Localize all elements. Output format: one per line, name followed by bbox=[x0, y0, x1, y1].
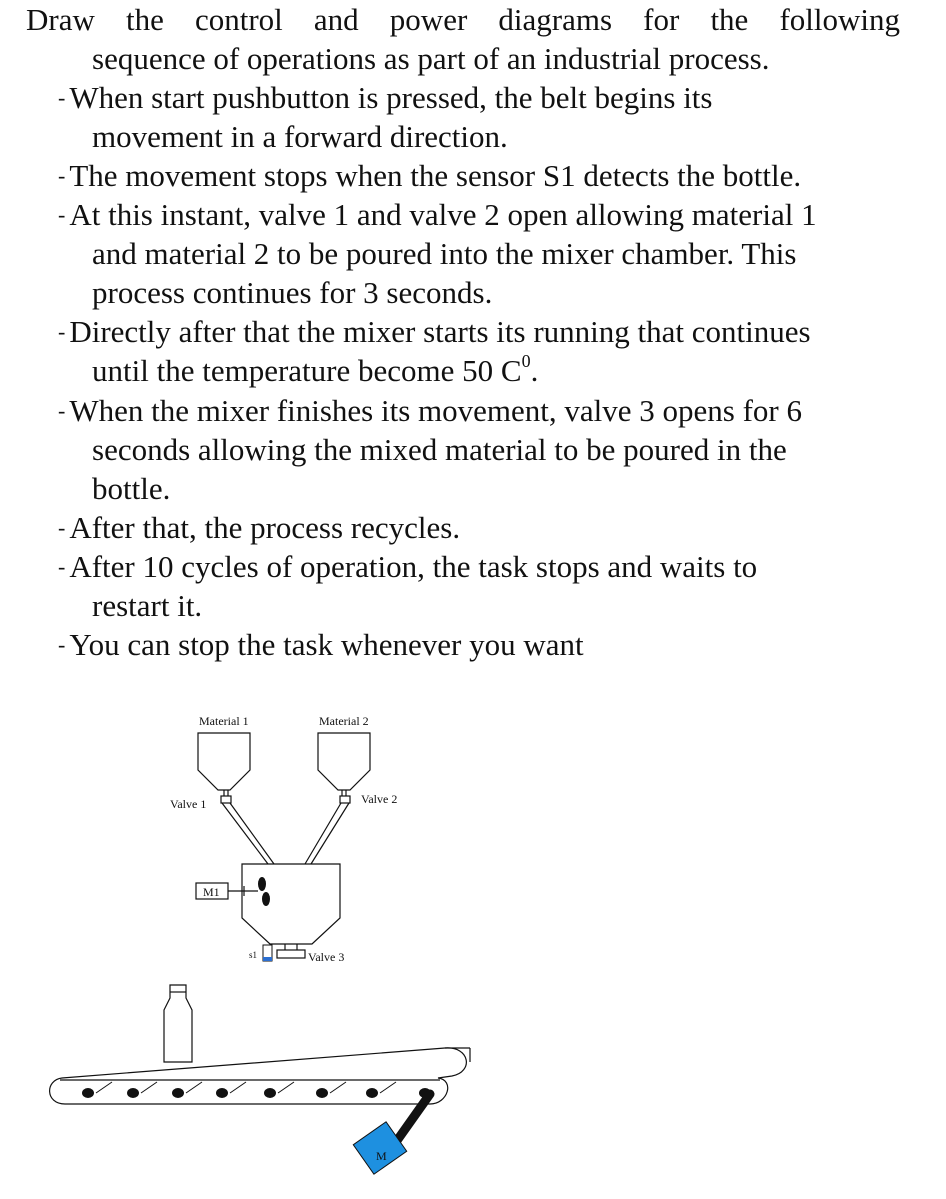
bullet-dash: - bbox=[58, 632, 66, 657]
sensor-label: s1 bbox=[249, 950, 258, 960]
bullet-dash: - bbox=[58, 85, 66, 110]
bullet-dash: - bbox=[58, 319, 66, 344]
mixer-paddle bbox=[258, 877, 270, 906]
belt-motor-shaft bbox=[396, 1094, 430, 1142]
bullet-dash: - bbox=[58, 554, 66, 579]
step-7-line-2: restart it. bbox=[92, 588, 203, 623]
step-1-line-2: movement in a forward direction. bbox=[92, 119, 508, 154]
step-5-line-2: seconds allowing the mixed material to be poured in the bbox=[92, 432, 787, 467]
belt-motor bbox=[353, 1122, 406, 1174]
bullet-dash: - bbox=[58, 515, 66, 540]
valve-3-label: Valve 3 bbox=[308, 950, 345, 964]
valve-2-label: Valve 2 bbox=[361, 792, 398, 806]
bottle bbox=[164, 985, 192, 1062]
step-6-line-1: After that, the process recycles. bbox=[69, 510, 461, 545]
material-1-hopper bbox=[198, 733, 250, 790]
material-1-label: Material 1 bbox=[199, 714, 249, 728]
step-3-line-3: process continues for 3 seconds. bbox=[92, 275, 493, 310]
valve-2 bbox=[340, 796, 350, 803]
valve-1 bbox=[221, 796, 231, 803]
intro-line-2: sequence of operations as part of an industrial process. bbox=[92, 41, 770, 76]
step-4-line-2-text: until the temperature become 50 C bbox=[92, 353, 522, 388]
bullet-dash: - bbox=[58, 202, 66, 227]
step-3-line-2: and material 2 to be poured into the mixer chamber. This bbox=[92, 236, 797, 271]
material-2-label: Material 2 bbox=[319, 714, 369, 728]
step-2-line-1: The movement stops when the sensor S1 detects the bottle. bbox=[69, 158, 802, 193]
degree-superscript: 0 bbox=[521, 351, 531, 371]
step-4-line-2-tail: . bbox=[530, 353, 539, 388]
belt-motor-label: M bbox=[376, 1149, 387, 1163]
valve-3 bbox=[277, 950, 305, 958]
mixer-motor-label: M1 bbox=[203, 885, 220, 899]
pipe-1 bbox=[222, 803, 268, 864]
pipe-2 bbox=[305, 803, 341, 864]
valve-1-label: Valve 1 bbox=[170, 797, 207, 811]
bullet-dash: - bbox=[58, 163, 66, 188]
material-2-hopper bbox=[318, 733, 370, 790]
sensor-s1-indicator bbox=[263, 957, 272, 961]
mixer-chamber bbox=[242, 864, 340, 944]
step-1-line-1: When start pushbutton is pressed, the belt begins its bbox=[69, 80, 713, 115]
step-5-line-3: bottle. bbox=[92, 471, 171, 506]
step-8-line-1: You can stop the task whenever you want bbox=[69, 627, 584, 662]
step-7-line-1: After 10 cycles of operation, the task stops and waits to bbox=[69, 549, 758, 584]
bullet-dash: - bbox=[58, 398, 66, 423]
step-5-line-1: When the mixer finishes its movement, valve 3 opens for 6 bbox=[69, 393, 802, 428]
belt-rollers bbox=[82, 1088, 431, 1098]
conveyor-belt bbox=[50, 1048, 467, 1104]
step-4-line-1: Directly after that the mixer starts its running that continues bbox=[69, 314, 811, 349]
intro-line-1: Draw the control and power diagrams for the following bbox=[26, 2, 900, 37]
step-3-line-1: At this instant, valve 1 and valve 2 open allowing material 1 bbox=[69, 197, 817, 232]
